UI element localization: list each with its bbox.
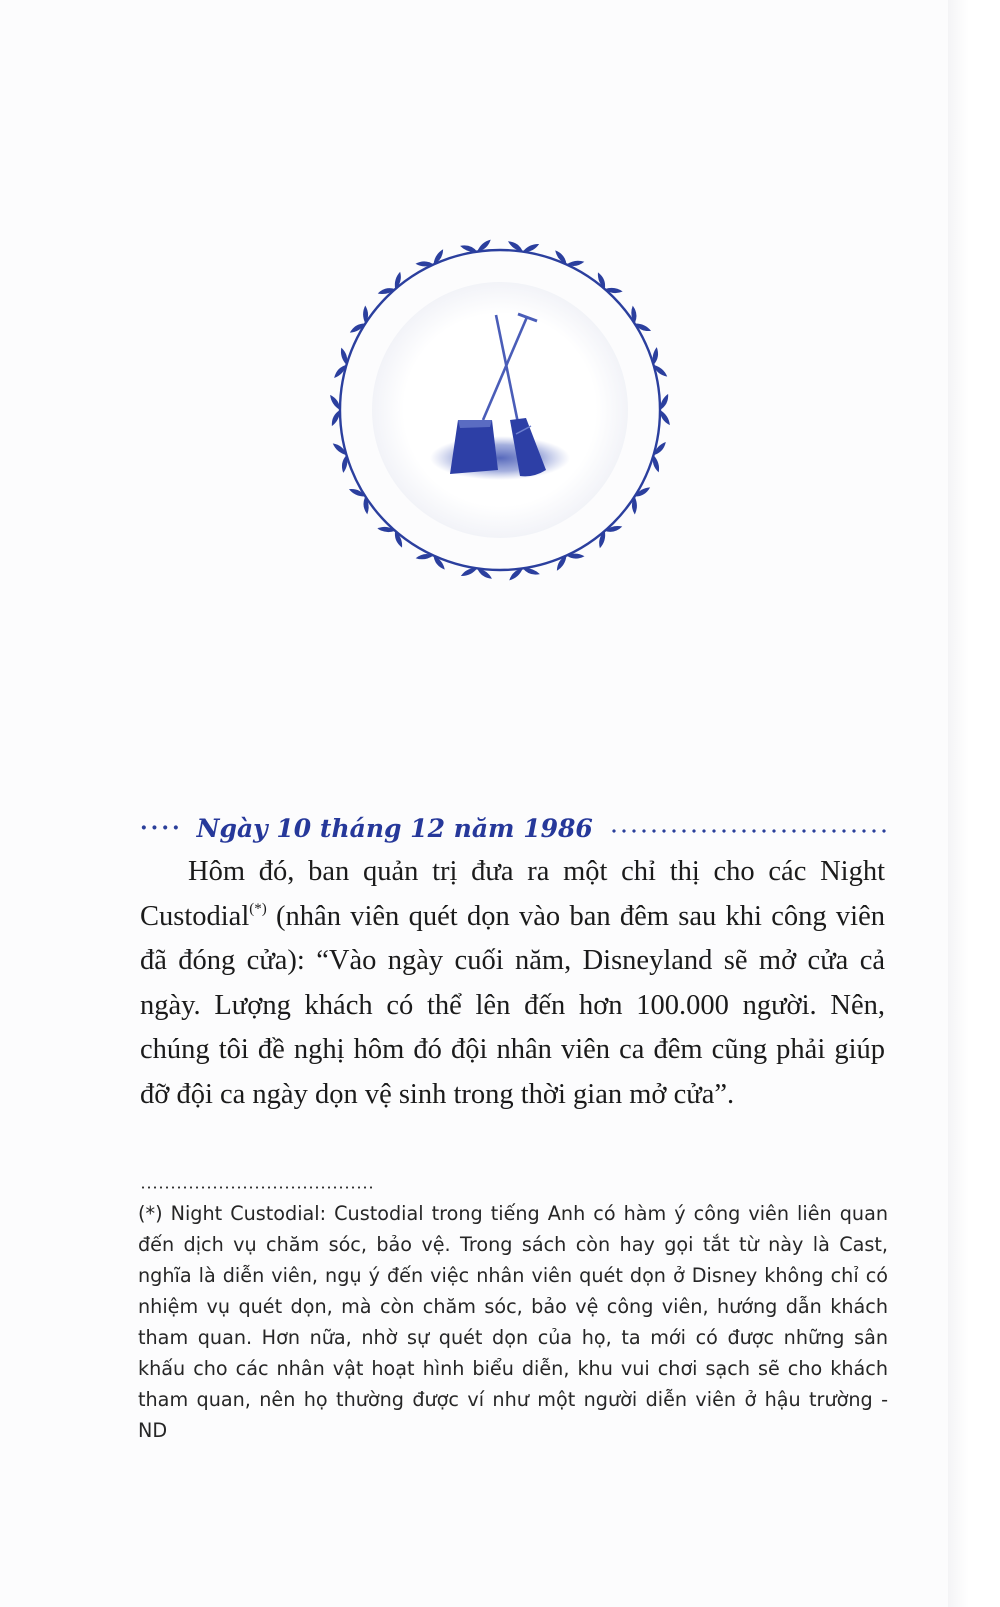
halo-circle	[372, 282, 628, 538]
leading-dots: ····	[140, 815, 183, 841]
footnote-marker: (*)	[249, 900, 267, 917]
footnote-text: (*) Night Custodial: Custodial trong tiếng Anh có hàm ý công viên liên quan đến dịch vụ chăm sóc, bảo vệ. Trong sách còn hay gọi tắt từ này là Cast, nghĩa là diễn viên, ngụ ý đến việc nhân viên quét dọn ở Disney không chỉ có nhiệm vụ quét dọn, mà còn chăm sóc, bảo vệ công viên, hướng dẫn khách tham quan. Hơn nữa, nhờ sự quét dọn của họ, ta mới có được những sân khấu cho các nhân vật hoạt hình biểu diễn, khu vui chơi sạch sẽ cho khách tham quan, nên họ thường được ví như một người diễn viên ở hậu trường - ND	[138, 1202, 888, 1442]
wreath-leaf	[604, 286, 623, 294]
trailing-dots	[609, 829, 890, 833]
footnote-divider	[140, 1186, 372, 1189]
wreath-leaf	[554, 249, 569, 267]
paragraph-part-2: (nhân viên quét dọn vào ban đêm sau khi công viên đã đóng cửa): “Vào ngày cuối năm, Disneyland sẽ mở cửa cả ngày. Lượng khách có thể lên đến hơn 100.000 người. Nên, chúng tôi đề nghị hôm đó đội nhân viên ca đêm cũng phải giúp đỡ đội ca ngày dọn vệ sinh trong thời gian mở cửa”.	[140, 900, 885, 1110]
paragraph-part-1: Hôm đó, ban quản trị đưa ra một chỉ thị cho các Night Custodial	[140, 856, 885, 932]
broom-wreath-emblem	[320, 230, 690, 600]
date-title: Ngày 10 tháng 12 năm 1986	[196, 813, 593, 843]
date-heading	[140, 808, 890, 848]
wreath-leaf	[432, 554, 447, 572]
wreath-leaf	[377, 525, 396, 533]
page-edge-shadow	[948, 0, 1000, 1607]
body-paragraph	[140, 850, 885, 1117]
